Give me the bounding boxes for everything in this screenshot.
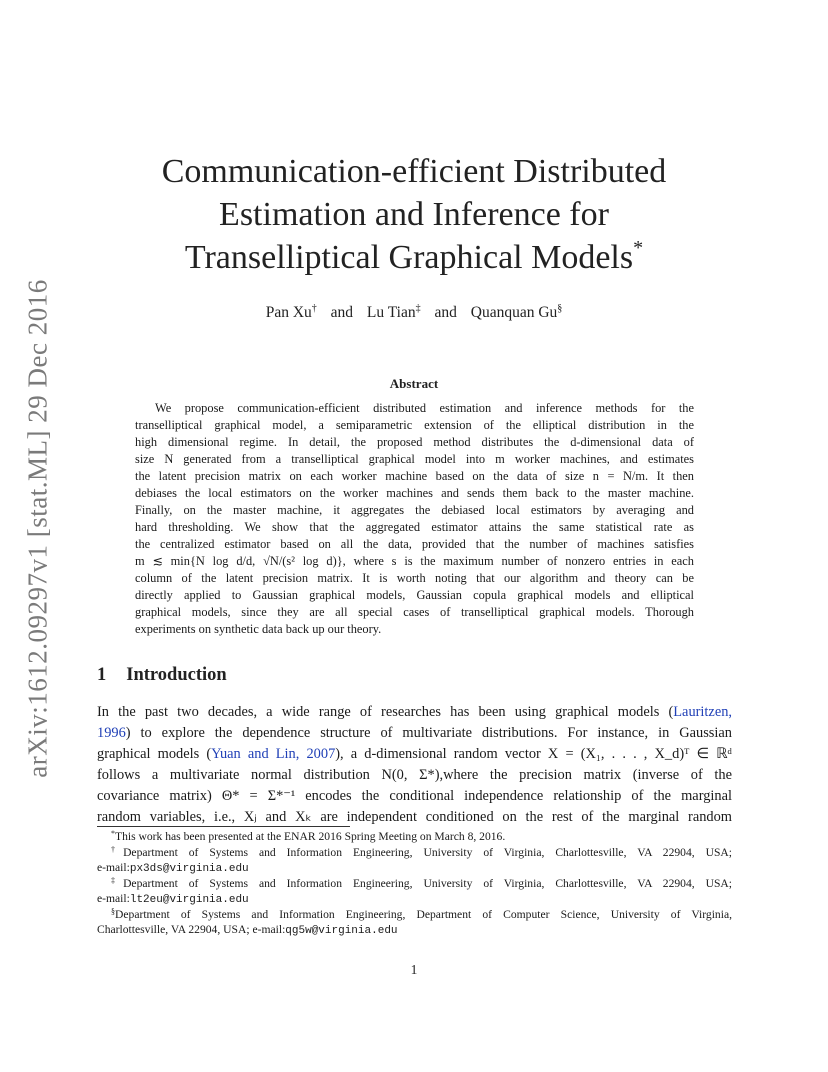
abstract-line: high dimensional regime. In detail, the proposed method distributes the d-dimensional data of (135, 435, 694, 449)
body-line (97, 744, 732, 765)
abstract-line: column of the latent precision matrix. It is worth noting that our algorithm and theory can be (135, 571, 694, 585)
footnote-text: Department of Systems and Information Engineering, Department of Computer Science, University of Virginia, (115, 907, 732, 921)
author-list (100, 304, 728, 322)
arxiv-identifier-text: arXiv:1612.09297v1 [stat.ML] 29 Dec 2016 (22, 278, 53, 778)
abstract-line: Finally, on the master machine, it aggregates the debiased local estimators by averaging and (135, 503, 694, 517)
abstract-line: experiments on synthetic data back up our theory. (135, 622, 382, 636)
footnote-line (97, 845, 732, 861)
body-text-segment: ) to explore the dependence structure of multivariate distributions. For instance, in Gaussian (125, 725, 732, 741)
abstract-body (135, 400, 694, 638)
footnote-marker: * (111, 829, 115, 838)
abstract-line: hard thresholding. We show that the aggregated estimator attains the same statistical rate as (135, 520, 694, 534)
footnote-line (97, 876, 732, 892)
citation-link[interactable]: 1996 (97, 725, 126, 741)
title-line-2: Estimation and Inference for (219, 196, 609, 233)
footnote-line (97, 829, 732, 845)
body-text-segment: graphical models ( (97, 746, 212, 762)
body-line (97, 702, 732, 723)
body-line: random variables, i.e., Xⱼ and Xₖ are independent conditioned on the rest of the marginal random (97, 809, 732, 825)
footnote-text: This work has been presented at the ENAR 2016 Spring Meeting on March 8, 2016. (115, 830, 506, 843)
author-marker: ‡ (415, 303, 421, 314)
citation-link[interactable]: Yuan and Lin, 2007 (211, 746, 336, 762)
abstract-line: the centralized estimator based on all the data, provided that the number of machines satisfies (135, 537, 694, 551)
email-address: lt2eu@virginia.edu (129, 894, 249, 906)
abstract-line: debiases the local estimators on the worker machines and sends them back to the master machine. (135, 486, 694, 500)
body-line (97, 723, 732, 744)
abstract-line: size N generated from a transelliptical graphical model into m worker machines, and estimates (135, 452, 694, 466)
abstract-line: We propose communication-efficient distributed estimation and inference methods for the (155, 401, 694, 415)
section-title: Introduction (126, 665, 227, 685)
author-name: Quanquan Gu (470, 304, 558, 321)
author-name: Pan Xu (265, 304, 312, 321)
citation-link[interactable]: Lauritzen, (673, 704, 732, 720)
section-number: 1 (97, 665, 107, 685)
paper-title (100, 150, 728, 279)
author-separator: and (434, 304, 457, 321)
abstract-line: the latent precision matrix on each worker machine based on the data of size n = N/m. It then (135, 469, 694, 483)
author-separator: and (330, 304, 354, 321)
abstract-line: graphical models, since they are all special cases of transelliptical graphical models. Thorough (135, 605, 694, 619)
footnote-marker: § (111, 906, 115, 916)
footnote-line (97, 860, 732, 876)
abstract-line: m ≲ min{N log d/d, √N/(s² log d)}, where s is the maximum number of nonzero entries in each (135, 554, 694, 568)
footnote-text: Department of Systems and Information Engineering, University of Virginia, Charlottesville, VA 22904, USA; (123, 876, 733, 890)
footnote-text: Charlottesville, VA 22904, USA; e-mail: (97, 923, 286, 936)
footnote-line (97, 907, 732, 923)
abstract-heading: Abstract (389, 376, 439, 391)
author-marker: § (557, 303, 563, 314)
footnote-rule (97, 826, 350, 827)
footnote-marker: † (111, 844, 124, 854)
arxiv-identifier-stamp (16, 280, 60, 776)
abstract-line: directly applied to Gaussian graphical models, Gaussian copula graphical models and elliptical (135, 588, 694, 602)
author-name: Lu Tian (366, 304, 416, 321)
title-footnote-marker: * (633, 237, 644, 259)
footnotes (97, 829, 732, 938)
introduction-body (97, 702, 732, 828)
body-line: follows a multivariate normal distribution N(0, Σ*),where the precision matrix (inverse of the (97, 767, 732, 783)
body-text-segment: ), a d-dimensional random vector X = (X₁, . . . , X_d)ᵀ ∈ ℝᵈ (335, 746, 732, 762)
footnote-marker: ‡ (111, 875, 124, 885)
footnote-line (97, 922, 732, 938)
email-label: e-mail: (97, 892, 130, 905)
title-line-3 (100, 236, 728, 279)
body-line: covariance matrix) Θ* = Σ*⁻¹ encodes the conditional independence relationship of the marginal (97, 788, 732, 804)
body-text-segment: In the past two decades, a wide range of researches has been using graphical models ( (97, 704, 674, 720)
email-address: px3ds@virginia.edu (129, 863, 249, 875)
page-number: 1 (410, 962, 418, 977)
email-address: qg5w@virginia.edu (285, 925, 398, 937)
abstract-line: transelliptical graphical model, a semiparametric extension of the elliptical distribution in the (135, 418, 694, 432)
footnote-text: Department of Systems and Information Engineering, University of Virginia, Charlottesville, VA 22904, USA; (123, 845, 733, 859)
author-marker: † (311, 303, 317, 314)
email-label: e-mail: (97, 861, 130, 874)
footnote-line (97, 891, 732, 907)
title-line-1: Communication-efficient Distributed (161, 153, 667, 190)
section-heading (97, 665, 227, 686)
title-line-3-text: Transelliptical Graphical Models (184, 239, 634, 276)
